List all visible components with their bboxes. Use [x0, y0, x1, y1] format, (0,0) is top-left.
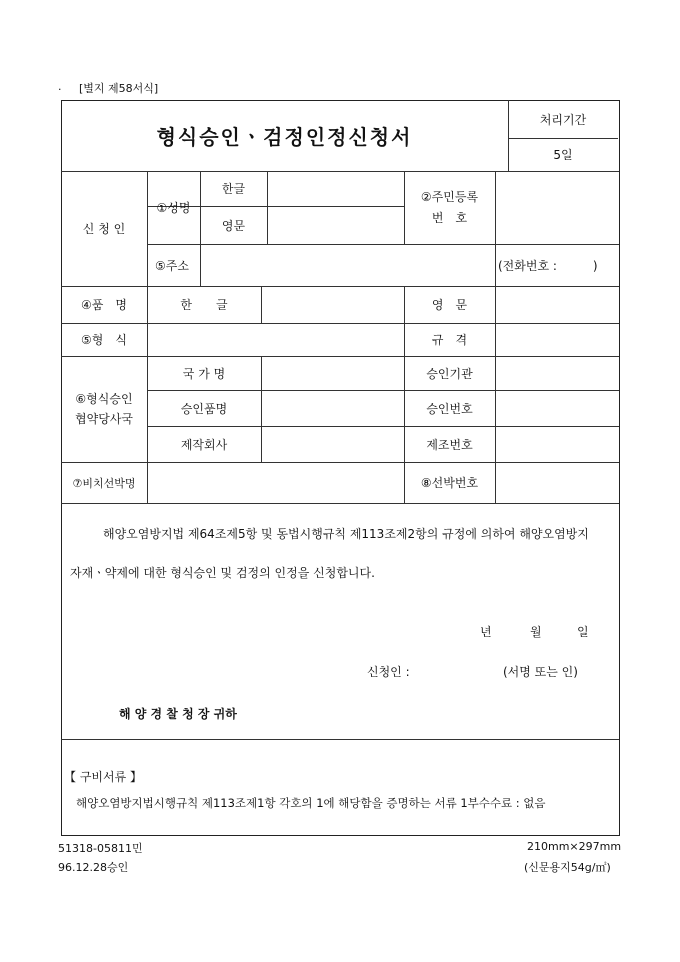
signature-hint: (서명 또는 인) [503, 665, 578, 679]
country-label: 국 가 명 [182, 366, 226, 381]
recipient: 해 양 경 찰 청 장 귀하 [119, 707, 237, 721]
serial-number-field[interactable] [496, 427, 617, 461]
form-number: [별지 제58서식] [79, 82, 159, 95]
required-documents-text: 해양오염방지법시행규칙 제113조제1항 각호의 1에 해당함을 증명하는 서류 1부수수료 : 없음 [76, 796, 546, 810]
processing-period-label: 처리기간 [539, 112, 587, 127]
applicant-label: 신 청 인 [82, 222, 126, 236]
spec-label: 규 격 [431, 333, 468, 347]
ship-name-label: ⑦비치선박명 [72, 476, 136, 490]
statement-line-1: 해양오염방지법 제64조제5항 및 동법시행규칙 제113조제2항의 규정에 의하여 해양오염방지 [103, 527, 589, 541]
rrn-field[interactable] [496, 172, 617, 243]
form-code: 51318-05811민 [58, 842, 143, 855]
rrn-label-2: 번 호 [431, 210, 468, 225]
model-label: ⑤형 식 [81, 333, 127, 347]
paper-size: 210mm×297mm [527, 840, 622, 853]
spec-field[interactable] [496, 324, 617, 355]
manufacturer-label: 제작회사 [180, 437, 228, 452]
address-label: ⑤주소 [155, 258, 189, 273]
ship-number-field[interactable] [496, 463, 617, 502]
agreement-label-2: 협약당사국 [75, 411, 133, 426]
phone-label: (전화번호 : ) [498, 258, 598, 273]
name-korean-field[interactable] [268, 172, 403, 205]
approval-number-label: 승인번호 [426, 401, 473, 416]
manufacturer-field[interactable] [262, 427, 403, 461]
statement-line-2: 자재ㆍ약제에 대한 형식승인 및 검정의 인정을 신청합니다. [70, 566, 375, 580]
name-label: ①성명 [156, 201, 191, 215]
date-year-label: 년 [480, 625, 492, 639]
item-name-label: ④품 명 [81, 298, 127, 312]
model-field[interactable] [148, 324, 403, 355]
date-month-label: 월 [530, 625, 542, 639]
form-title: 형식승인ㆍ검정인정신청서 [156, 125, 413, 149]
rrn-label: ②주민등록 [420, 189, 479, 204]
paper-type: (신문용지54g/㎡) [524, 861, 611, 874]
serial-number-label: 제조번호 [426, 437, 473, 452]
ship-name-field[interactable] [148, 463, 403, 502]
required-documents-title: 【 구비서류 】 [64, 770, 142, 784]
processing-period-value: 5일 [553, 148, 573, 162]
item-english-field[interactable] [496, 287, 617, 322]
item-english-label: 영 문 [431, 298, 468, 312]
date-day-label: 일 [577, 625, 589, 639]
header-dot: . [58, 80, 62, 93]
address-field[interactable] [201, 245, 494, 285]
name-english-field[interactable] [268, 207, 403, 243]
approved-item-label: 승인품명 [180, 401, 228, 416]
approval-date: 96.12.28승인 [58, 861, 129, 874]
name-korean-label: 한글 [221, 182, 246, 196]
ship-number-label: ⑧선박번호 [420, 476, 479, 490]
item-korean-label: 한 글 [180, 298, 228, 312]
approved-item-field[interactable] [262, 391, 403, 425]
authority-label: 승인기관 [426, 366, 473, 381]
approval-number-field[interactable] [496, 391, 617, 425]
applicant-sign-label: 신청인 : [367, 665, 410, 679]
item-korean-field[interactable] [262, 287, 403, 322]
agreement-label: ⑥형식승인 [75, 391, 133, 406]
name-english-label: 영문 [221, 218, 246, 233]
authority-field[interactable] [496, 357, 617, 389]
country-field[interactable] [262, 357, 403, 389]
